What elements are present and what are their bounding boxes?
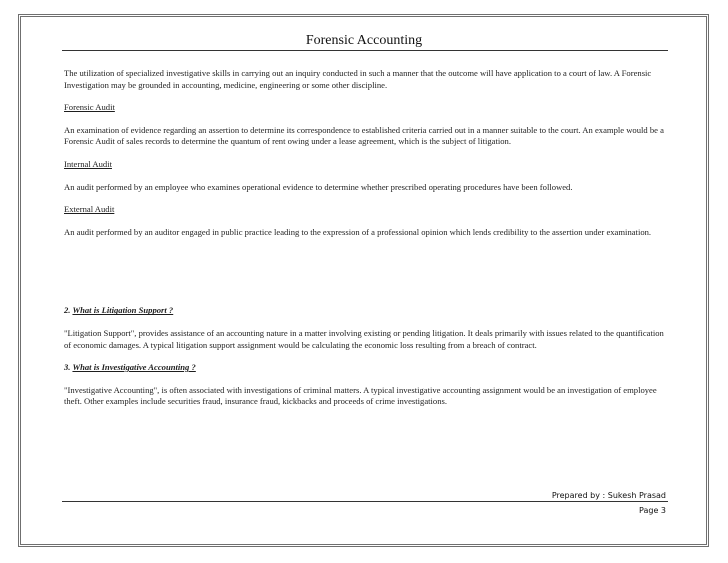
question-heading-investigative-accounting — [64, 362, 668, 374]
answer-litigation-support: "Litigation Support", provides assistance of an accounting nature in a matter involving existing or pending litigation. It deals primarily with issues related to the quantification of economic damages. A typical litigation support assignment would be calculating the economic loss resulting from a breach of contract. — [64, 327, 664, 350]
section-text-internal-audit: An audit performed by an employee who examines operational evidence to determine whether prescribed operating procedures have been followed. — [64, 181, 573, 192]
footer-divider — [62, 501, 668, 502]
question-text: What is Litigation Support ? — [72, 305, 174, 316]
section-text-forensic-audit: An examination of evidence regarding an assertion to determine its correspondence to established criteria carried out in a manner suitable to the court. An example would be a Forensic Audit of sales records to determine the quantum of rent owing under a lease agreement, which is the subject of litigation. — [64, 124, 664, 147]
section-heading-internal-audit: Internal Audit — [64, 158, 112, 169]
section-heading-forensic-audit: Forensic Audit — [64, 102, 115, 113]
question-heading-litigation-support — [64, 305, 668, 317]
section-heading-external-audit: External Audit — [64, 204, 115, 215]
page-title: Forensic Accounting — [305, 33, 423, 48]
page-number: Page 3 — [639, 506, 666, 515]
section-text-external-audit: An audit performed by an auditor engaged in public practice leading to the expression of a professional opinion which lends credibility to the assertion under examination. — [64, 226, 652, 237]
header-divider — [62, 50, 668, 51]
prepared-by: Prepared by : Sukesh Prasad — [551, 491, 666, 500]
question-number: 2. — [64, 305, 71, 316]
document-content — [64, 68, 668, 419]
question-number: 3. — [64, 362, 71, 373]
question-text: What is Investigative Accounting ? — [72, 362, 196, 373]
answer-investigative-accounting: "Investigative Accounting", is often associated with investigations of criminal matters. A typical investigative accounting assignment would be an investigation of employee theft. Other examples include securities fraud, insurance fraud, kickbacks and proceeds of crime investigations. — [64, 384, 657, 407]
intro-paragraph: The utilization of specialized investigative skills in carrying out an inquiry conducted in such a manner that the outcome will have application to a court of law. A Forensic Investigation may be grounded in accounting, medicine, engineering or some other discipline. — [64, 68, 652, 90]
blank-space — [64, 249, 668, 305]
